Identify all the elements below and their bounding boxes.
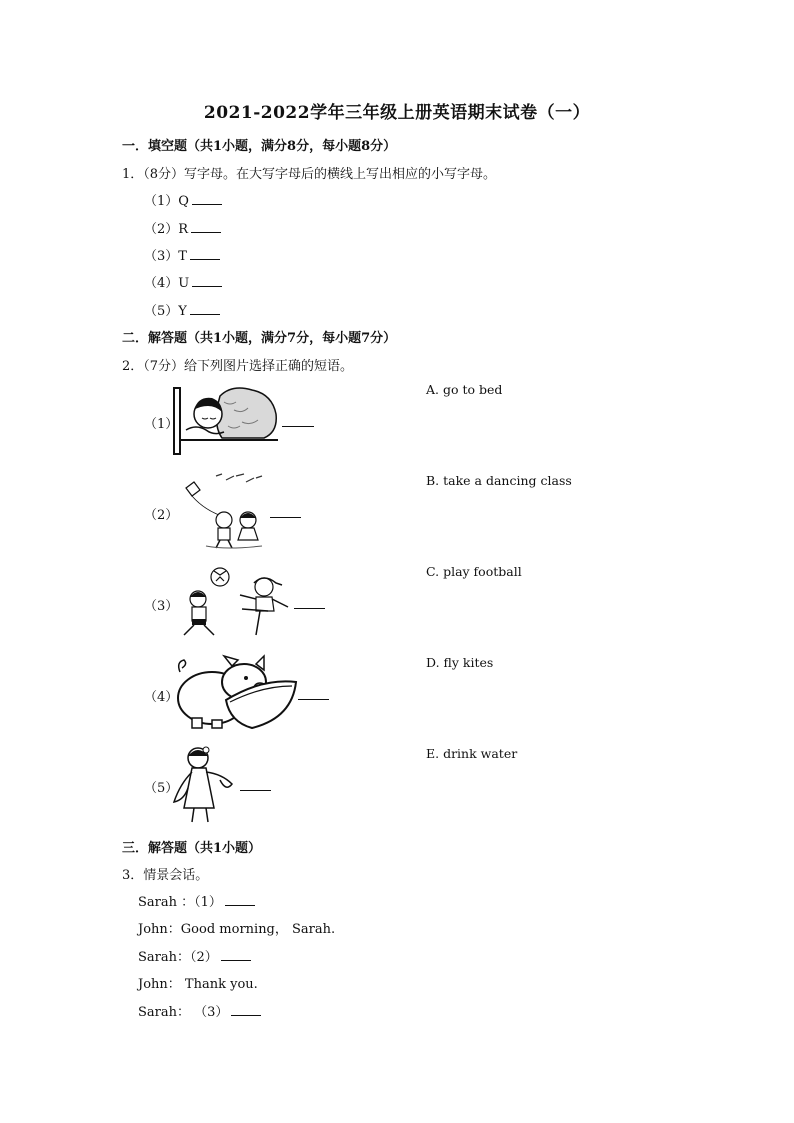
dialogue-line-4: John： Thank you. xyxy=(138,977,258,992)
pig-drinking-from-trough-icon xyxy=(172,652,300,732)
option-a: A. go to bed xyxy=(426,382,503,397)
section-2-heading: 二．解答题（共1小题，满分7分，每小题7分） xyxy=(122,331,397,346)
answer-blank[interactable] xyxy=(270,517,301,518)
answer-blank[interactable] xyxy=(282,426,314,427)
girl-dancing-icon xyxy=(170,744,240,824)
dialogue-line-3: Sarah：（2） xyxy=(138,946,251,965)
section-3-heading: 三．解答题（共1小题） xyxy=(122,841,262,856)
sleeping-in-bed-icon xyxy=(172,380,282,458)
letter-item-1: （1）Q xyxy=(144,190,222,209)
answer-blank[interactable] xyxy=(240,790,271,791)
picture-item-5-number: （5） xyxy=(144,781,179,796)
answer-blank[interactable] xyxy=(294,608,325,609)
letter-item-2: （2）R xyxy=(144,218,221,237)
dialogue-line-1: Sarah ：（1） xyxy=(138,891,255,910)
letter-item-3: （3）T xyxy=(144,245,220,264)
option-e: E. drink water xyxy=(426,746,518,761)
letter-item-5: （5）Y xyxy=(144,300,220,319)
boys-playing-football-icon xyxy=(176,565,294,641)
answer-blank[interactable] xyxy=(190,249,220,260)
option-d: D. fly kites xyxy=(426,655,494,670)
letter-item-4: （4）U xyxy=(144,272,222,291)
children-flying-kite-icon xyxy=(176,472,268,552)
picture-item-2-number: （2） xyxy=(144,508,179,523)
picture-item-1-number: （1） xyxy=(144,417,179,432)
answer-blank[interactable] xyxy=(191,222,221,233)
picture-item-3-number: （3） xyxy=(144,599,179,614)
question-3-text: 3．情景会话。 xyxy=(122,868,209,883)
answer-blank[interactable] xyxy=(192,194,222,205)
answer-blank[interactable] xyxy=(221,950,251,961)
dialogue-line-2: John：Good morning， Sarah. xyxy=(138,922,336,937)
section-1-heading: 一．填空题（共1小题，满分8分，每小题8分） xyxy=(122,139,397,154)
question-2-text: 2．（7分）给下列图片选择正确的短语。 xyxy=(122,359,354,374)
question-1-text: 1．（8分）写字母。在大写字母后的横线上写出相应的小写字母。 xyxy=(122,167,497,182)
answer-blank[interactable] xyxy=(298,699,329,700)
answer-blank[interactable] xyxy=(190,304,220,315)
picture-item-4-number: （4） xyxy=(144,690,179,705)
dialogue-line-5: Sarah： （3） xyxy=(138,1001,261,1020)
answer-blank[interactable] xyxy=(231,1005,261,1016)
answer-blank[interactable] xyxy=(192,276,222,287)
option-b: B. take a dancing class xyxy=(426,473,572,488)
answer-blank[interactable] xyxy=(225,895,255,906)
option-c: C. play football xyxy=(426,564,522,579)
page-title: 2021-2022学年三年级上册英语期末试卷（一） xyxy=(203,103,591,123)
